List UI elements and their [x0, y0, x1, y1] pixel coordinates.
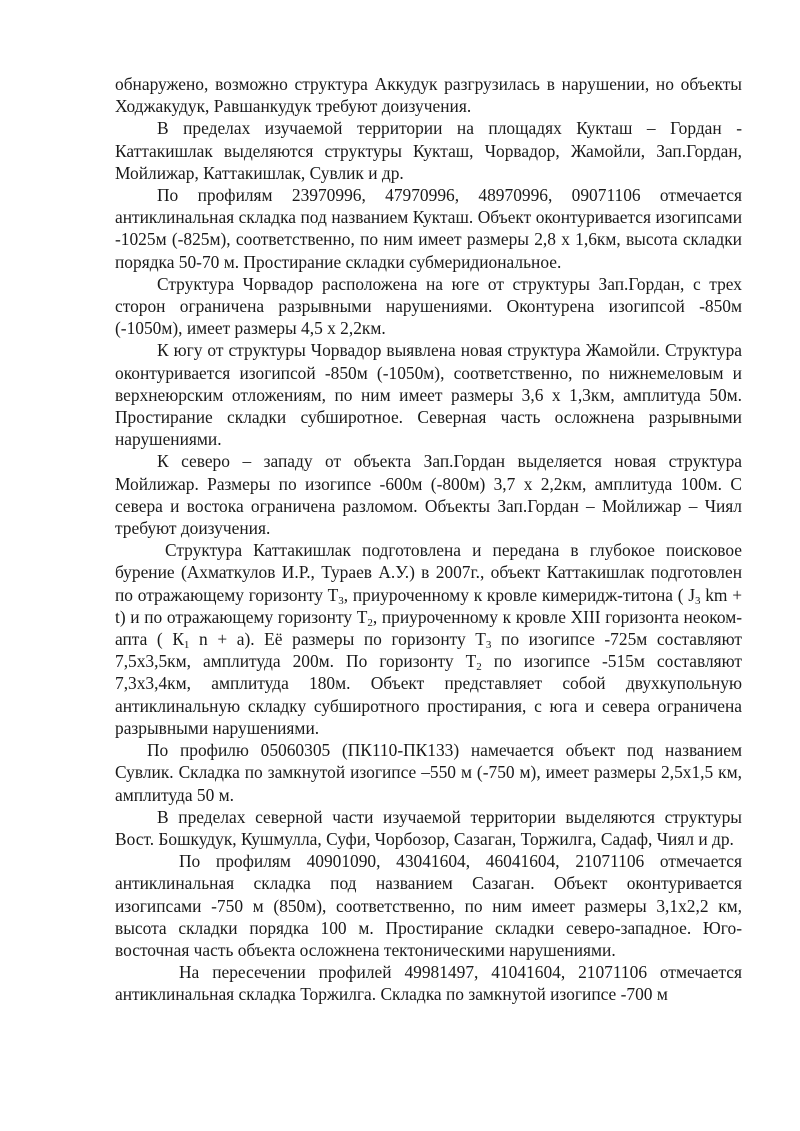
subscript: 1 — [183, 639, 190, 652]
text-segment: по изогипсе -515м составляют 7,3х3,4км, амплитуда 180м. Объект представляет собой двухкупольную антиклинальную складку субширотного простирания, с юга и севера ограничена разрывными нарушениями. — [115, 651, 743, 738]
text-segment: , приуроченному к кровле XIII горизонта неоком-апта ( К — [115, 606, 743, 650]
subscript: 3 — [338, 594, 344, 607]
paragraph-northern-structures: В пределах северной части изучаемой территории выделяются структуры Вост. Бошкудук, Кушмулла, Суфи, Чорбозор, Сазаган, Торжилга, Садаф, Чиял и др. — [115, 806, 742, 849]
subscript: 2 — [367, 616, 373, 629]
subscript: 3 — [485, 639, 492, 652]
document-page — [115, 73, 742, 1006]
text-segment: по изогипсе -725м составляют 7,5х3,5км, амплитуда 200м. По горизонту Т — [115, 629, 742, 672]
subscript: 3 — [695, 594, 701, 607]
paragraph-kuktash: По профилям 23970996, 47970996, 48970996, 09071106 отмечается антиклинальная складка под названием Кукташ. Объект оконтуривается изогипсами -1025м (-825м), соответственно, по ним имеет размеры 2,8 х 1,6км, высота складки порядка 50-70 м. Простирание складки субмеридиональное. — [115, 185, 742, 272]
paragraph-moylizhar: К северо – западу от объекта Зап.Гордан выделяется новая структура Мойлижар. Размеры по изогипсе -600м (-800м) 3,7 х 2,2км, амплитуда 100м. С севера и востока ограничена разломом. Объекты Зап.Гордан – Мойлижар – Чиял требуют доизучения. — [115, 451, 742, 539]
text-segment: Структура Каттакишлак подготовлена и передана в глубокое поисковое бурение (Ахматкулов И.Р., Тураев А.У.) в 2007г., объект Каттакишлак подготовлен по отражающему горизонту Т — [115, 540, 742, 605]
paragraph-zhamoyli: К югу от структуры Чорвадор выявлена новая структура Жамойли. Структура оконтуривается изогипсой -850м (-1050м), соответственно, по нижнемеловым и верхнеюрским отложениям, по ним имеет размеры 3,6 х 1,3км, амплитуда 50м. Простирание складки субширотное. Северная часть осложнена разрывными нарушениями. — [115, 340, 742, 450]
subscript: 2 — [476, 661, 482, 674]
text-segment: km + t) и по отражающему горизонту Т — [115, 584, 742, 627]
paragraph-sazagan: По профилям 40901090, 43041604, 46041604, 21071106 отмечается антиклинальная складка под названием Сазаган. Объект оконтуривается изогипсами -750 м (850м), соответственно, по ним имеет размеры 3,1х2,2 км, высота складки порядка 100 м. Простирание складки северо-западное. Юго-восточная часть объекта осложнена тектоническими нарушениями. — [115, 851, 742, 960]
paragraph-torzhilga: На пересечении профилей 49981497, 41041604, 21071106 отмечается антиклинальная складка Торжилга. Складка по замкнутой изогипсе -700 м — [115, 962, 742, 1005]
paragraph-suvlik: По профилю 05060305 (ПК110-ПК133) намечается объект под названием Сувлик. Складка по замкнутой изогипсе –550 м (-750 м), имеет размеры 2,5х1,5 км, амплитуда 50 м. — [115, 740, 742, 805]
paragraph-kattakishlak — [115, 539, 742, 739]
paragraph-chorvador: Структура Чорвадор расположена на юге от структуры Зап.Гордан, с трех сторон ограничена разрывными нарушениями. Оконтурена изогипсой -850м (-1050м), имеет размеры 4,5 х 2,2км. — [115, 273, 742, 339]
text-segment: , приуроченному к кровле кимеридж-титона ( J — [343, 584, 695, 605]
paragraph-continuation: обнаружено, возможно структура Аккудук разгрузилась в нарушении, но объекты Ходжакудук, Равшанкудук требуют доизучения. — [115, 74, 742, 117]
paragraph-structures-overview: В пределах изучаемой территории на площадях Кукташ – Гордан - Каттакишлак выделяются структуры Кукташ, Чорвадор, Жамойли, Зап.Гордан, Мойлижар, Каттакишлак, Сувлик и др. — [115, 118, 742, 183]
text-segment: n + a). Её размеры по горизонту Т — [189, 629, 486, 650]
